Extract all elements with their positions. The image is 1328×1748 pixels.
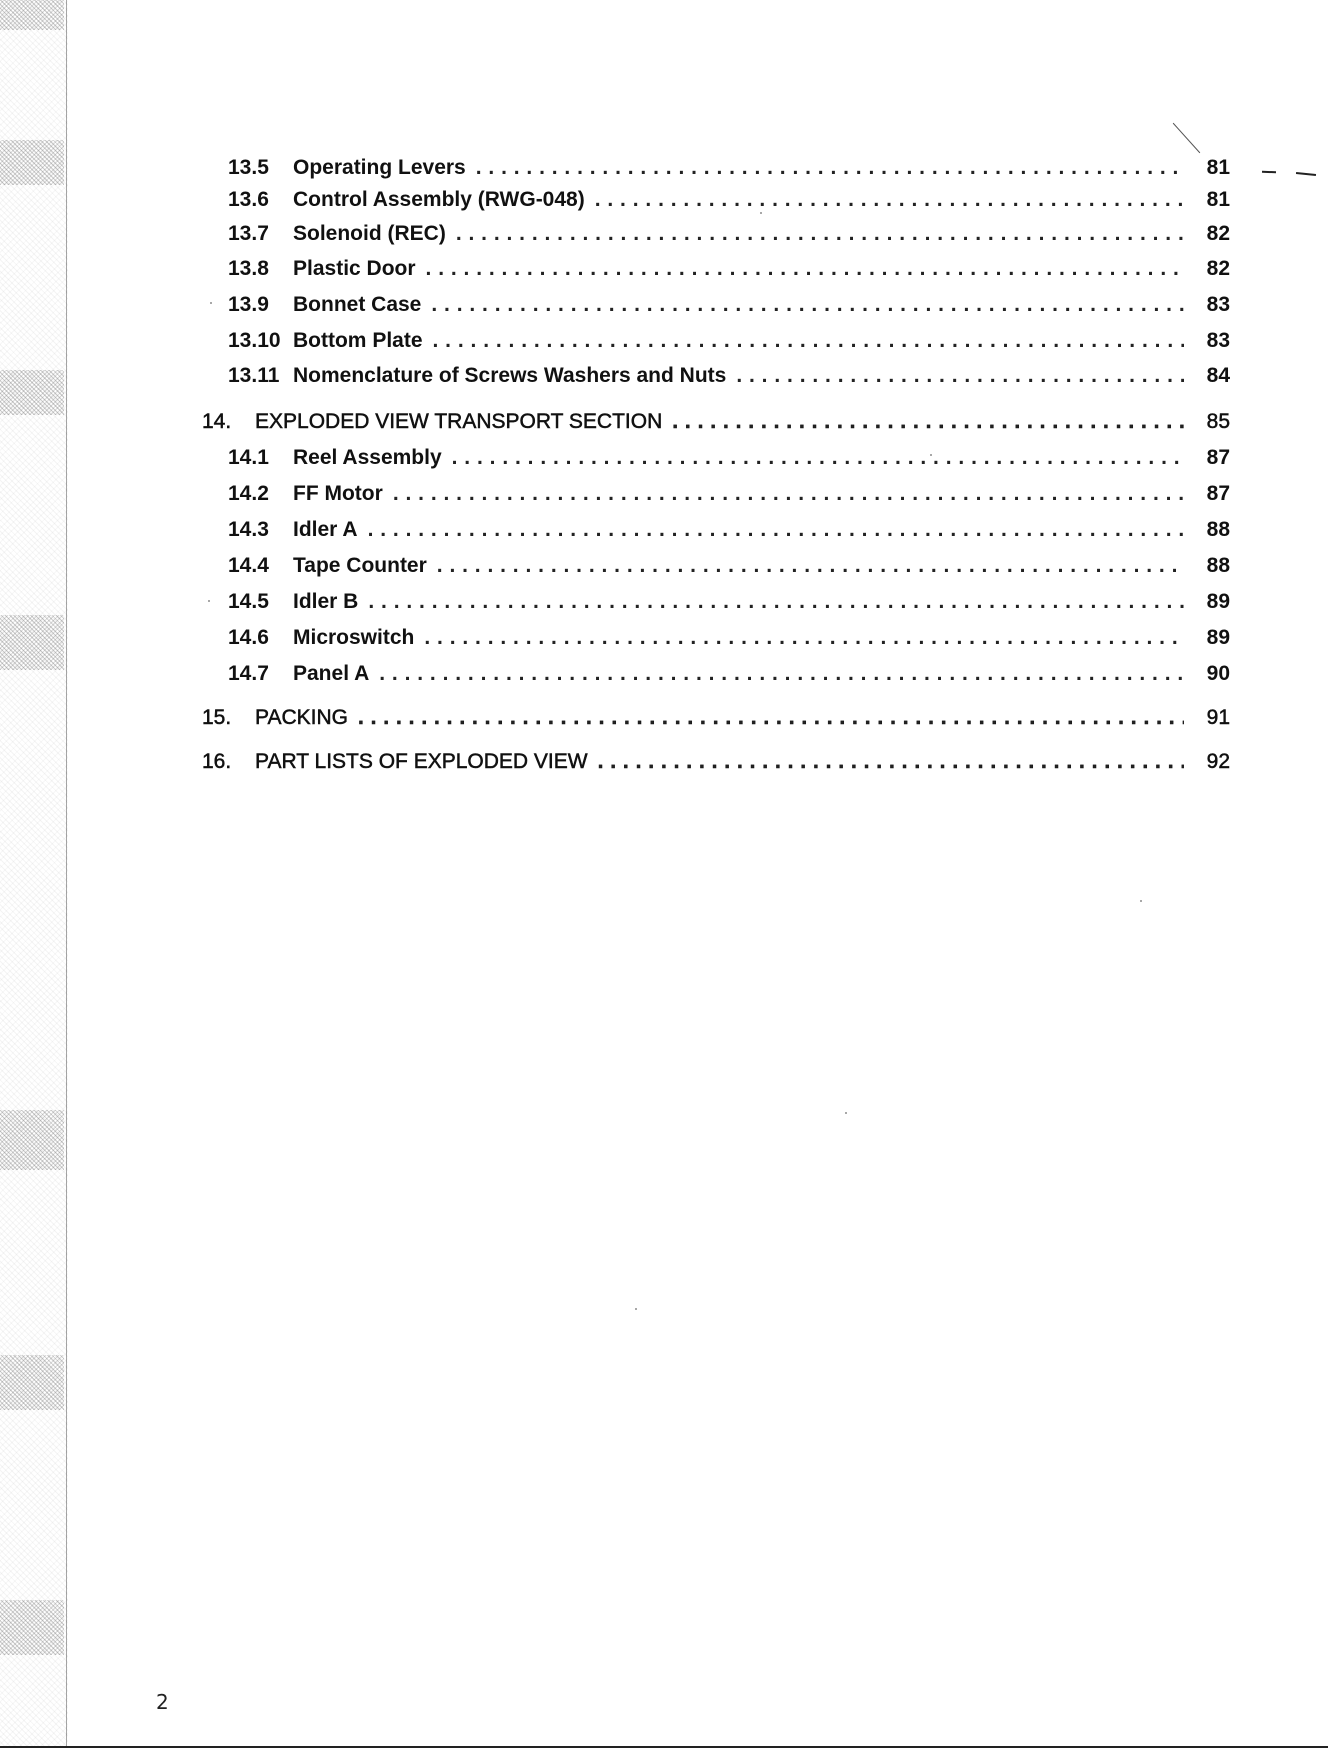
toc-entry-page: 90 — [1206, 662, 1230, 685]
dot-leader — [358, 703, 1184, 733]
dot-leader — [672, 407, 1184, 437]
toc-entry-page: 89 — [1206, 590, 1230, 613]
toc-entry-title: Plastic Door — [293, 257, 416, 280]
toc-entry-title: Operating Levers — [293, 156, 466, 179]
toc-entry-page: 82 — [1206, 222, 1230, 245]
toc-entry-number: 14.3 — [228, 518, 269, 541]
toc-entry — [228, 587, 1230, 617]
toc-entry-title: Bottom Plate — [293, 329, 423, 352]
toc-entry — [228, 153, 1230, 183]
toc-entry-page: 81 — [1206, 188, 1230, 211]
dot-leader — [598, 747, 1184, 777]
dot-leader — [424, 623, 1184, 653]
dot-leader — [426, 254, 1184, 284]
toc-entry-page: 87 — [1206, 482, 1230, 505]
scan-speck — [760, 212, 762, 214]
toc-section-page: 91 — [1206, 706, 1230, 729]
dot-leader — [433, 326, 1184, 356]
toc-entry-title: Idler A — [293, 518, 358, 541]
toc-section-title: PACKING — [255, 706, 348, 729]
scan-speck — [1140, 900, 1142, 902]
toc-section-page: 92 — [1206, 750, 1230, 773]
toc-entry-title: Reel Assembly — [293, 446, 442, 469]
toc-entry-number: 14.2 — [228, 482, 269, 505]
toc-section-number: 15. — [202, 706, 232, 729]
toc-entry-number: 13.8 — [228, 257, 269, 280]
toc-section-number: 14. — [202, 410, 232, 433]
toc-entry-number: 13.11 — [228, 364, 280, 387]
toc-entry-title: FF Motor — [293, 482, 383, 505]
toc-entry-title: Idler B — [293, 590, 359, 613]
dot-leader — [368, 515, 1184, 545]
toc-entry — [228, 479, 1230, 509]
toc-entry — [228, 361, 1230, 391]
toc-entry-title: Microswitch — [293, 626, 415, 649]
toc-section-title: PART LISTS OF EXPLODED VIEW — [255, 750, 588, 773]
scan-speck — [845, 1112, 847, 1114]
toc-section-page: 85 — [1206, 410, 1230, 433]
dot-leader — [379, 659, 1184, 689]
pen-mark — [1262, 171, 1276, 173]
toc-entry-number: 14.4 — [228, 554, 269, 577]
dot-leader — [595, 185, 1184, 215]
scan-speck — [210, 302, 212, 304]
toc-entry-number: 14.6 — [228, 626, 269, 649]
scan-speck — [635, 1308, 637, 1310]
toc-entry-number: 13.7 — [228, 222, 269, 245]
toc-section — [202, 407, 1230, 437]
toc-entry-page: 81 — [1206, 156, 1230, 179]
toc-entry-title: Solenoid (REC) — [293, 222, 446, 245]
toc-entry-number: 13.9 — [228, 293, 269, 316]
toc-entry — [228, 219, 1230, 249]
page-number: 2 — [156, 1690, 169, 1714]
toc-entry — [228, 290, 1230, 320]
toc-entry — [228, 515, 1230, 545]
dot-leader — [431, 290, 1184, 320]
toc-section — [202, 747, 1230, 777]
toc-entry — [228, 443, 1230, 473]
scan-speck — [208, 600, 210, 602]
toc-entry-number: 13.10 — [228, 329, 281, 352]
toc-entry-title: Nomenclature of Screws Washers and Nuts — [293, 364, 727, 387]
dot-leader — [736, 361, 1184, 391]
toc-entry-page: 82 — [1206, 257, 1230, 280]
toc-entry — [228, 623, 1230, 653]
toc-entry-number: 13.6 — [228, 188, 269, 211]
toc-entry — [228, 185, 1230, 215]
table-of-contents — [0, 0, 1328, 800]
toc-section-number: 16. — [202, 750, 232, 773]
toc-entry-page: 84 — [1206, 364, 1230, 387]
toc-entry-page: 83 — [1206, 329, 1230, 352]
dot-leader — [452, 443, 1184, 473]
toc-entry-title: Panel A — [293, 662, 370, 685]
toc-entry-title: Tape Counter — [293, 554, 427, 577]
toc-section — [202, 703, 1230, 733]
dot-leader — [393, 479, 1184, 509]
dot-leader — [437, 551, 1184, 581]
toc-entry-page: 83 — [1206, 293, 1230, 316]
dot-leader — [368, 587, 1184, 617]
toc-entry-number: 13.5 — [228, 156, 269, 179]
toc-entry-page: 89 — [1206, 626, 1230, 649]
toc-section-title: EXPLODED VIEW TRANSPORT SECTION — [255, 410, 663, 433]
scan-speck — [930, 454, 932, 456]
dot-leader — [456, 219, 1184, 249]
toc-entry — [228, 254, 1230, 284]
toc-entry — [228, 659, 1230, 689]
toc-entry-title: Bonnet Case — [293, 293, 422, 316]
toc-entry — [228, 326, 1230, 356]
toc-entry-page: 88 — [1206, 518, 1230, 541]
toc-entry-number: 14.7 — [228, 662, 269, 685]
toc-entry-title: Control Assembly (RWG-048) — [293, 188, 585, 211]
toc-entry-number: 14.5 — [228, 590, 269, 613]
toc-entry-number: 14.1 — [228, 446, 269, 469]
toc-entry-page: 87 — [1206, 446, 1230, 469]
toc-entry — [228, 551, 1230, 581]
toc-entry-page: 88 — [1206, 554, 1230, 577]
dot-leader — [476, 153, 1184, 183]
